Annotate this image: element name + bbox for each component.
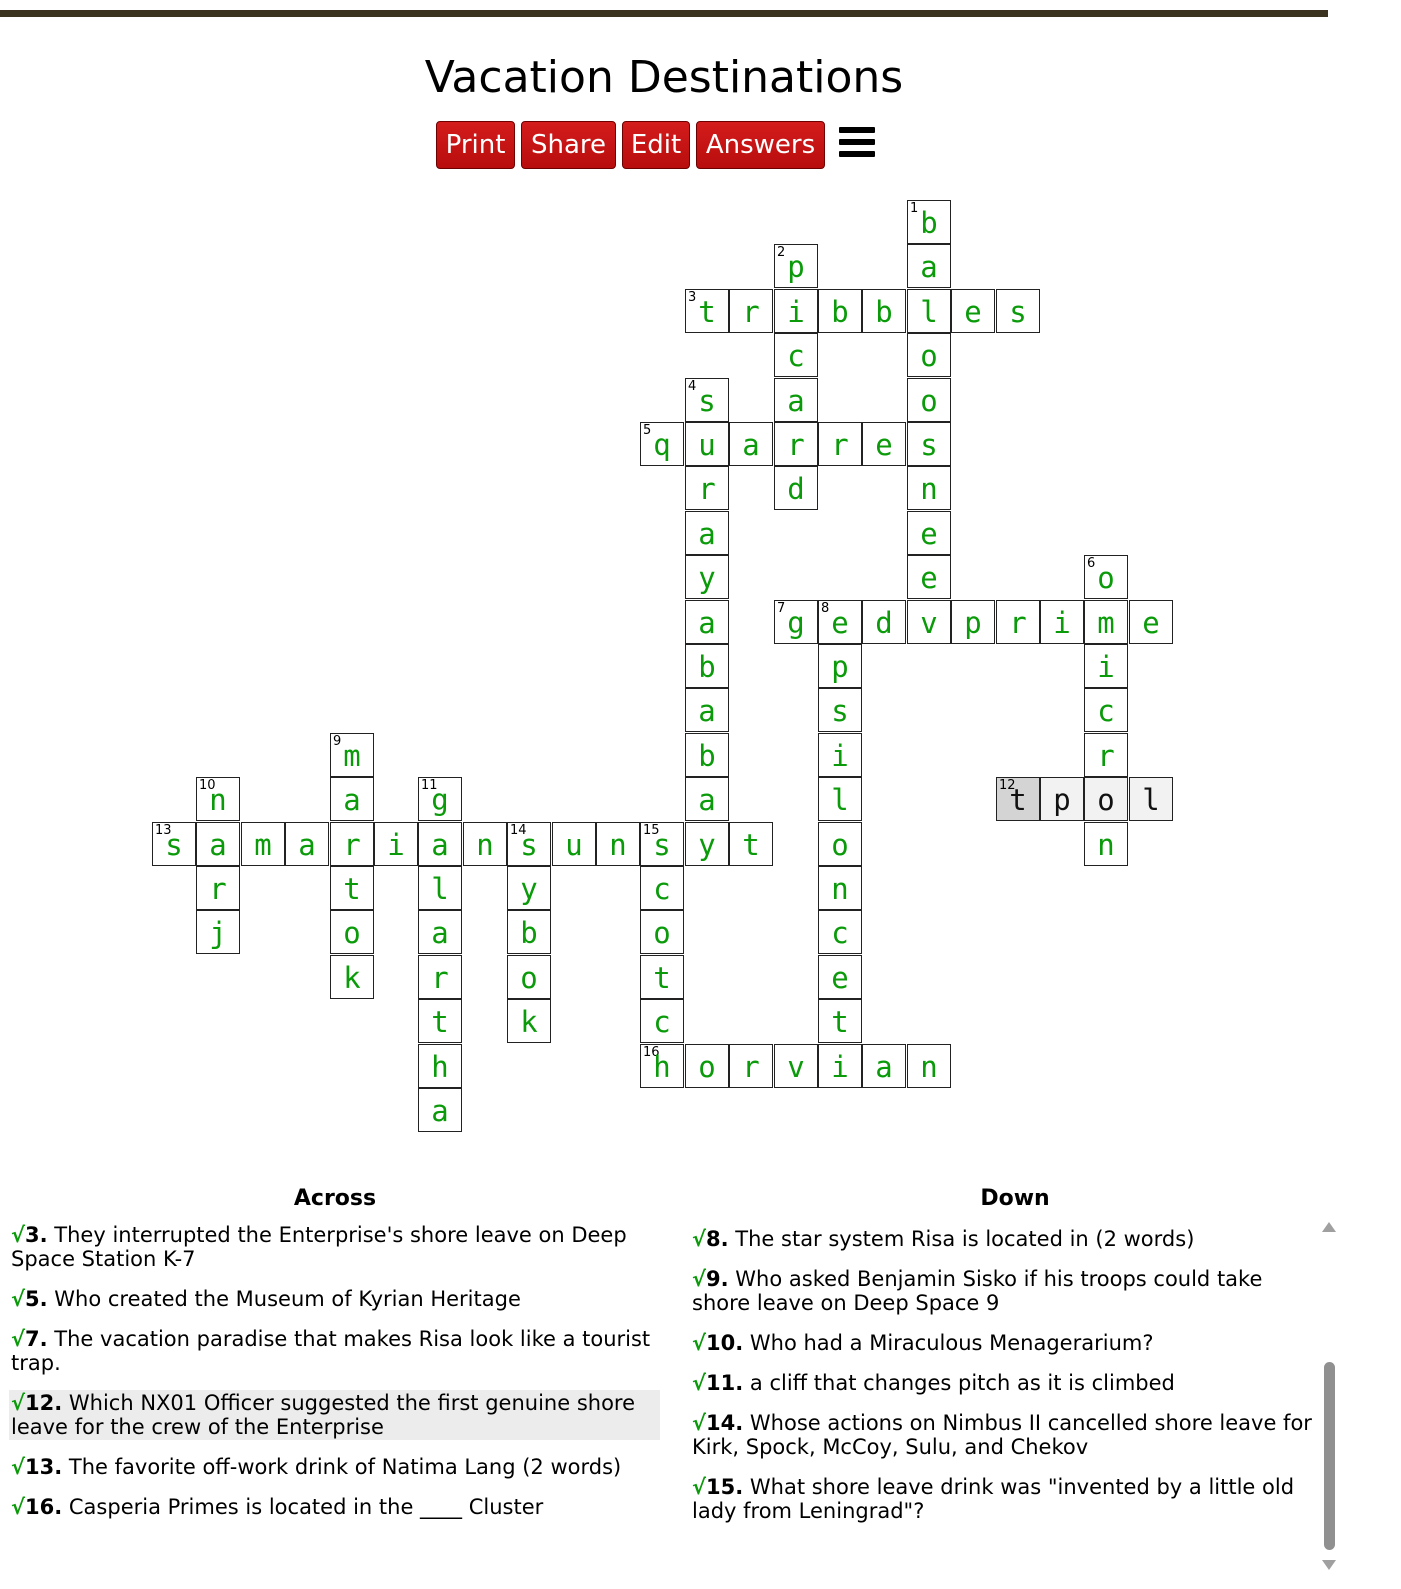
grid-cell[interactable]	[1084, 822, 1128, 866]
cell-letter: t	[1009, 783, 1027, 817]
grid-cell[interactable]	[1084, 600, 1128, 644]
clue-number: 15.	[706, 1475, 744, 1499]
clue-text: The favorite off-work drink of Natima Lang (2 words)	[62, 1455, 622, 1479]
grid-cell[interactable]	[774, 1044, 818, 1088]
clue-item[interactable]	[9, 1454, 660, 1480]
grid-cell[interactable]	[241, 822, 285, 866]
grid-cell[interactable]	[862, 600, 906, 644]
grid-cell[interactable]	[818, 866, 862, 910]
grid-cell[interactable]	[507, 866, 551, 910]
cell-letter: i	[1097, 650, 1115, 684]
cell-letter: o	[343, 916, 361, 950]
grid-cell[interactable]	[1040, 600, 1084, 644]
cell-letter: n	[831, 872, 849, 906]
clue-number: 11.	[706, 1371, 744, 1395]
grid-cell[interactable]	[996, 777, 1040, 821]
grid-cell[interactable]	[729, 822, 773, 866]
clue-number: 7.	[25, 1327, 48, 1351]
cell-letter: a	[298, 828, 316, 862]
grid-cell[interactable]	[818, 1044, 862, 1088]
check-icon: √	[11, 1327, 26, 1351]
grid-cell[interactable]	[1084, 777, 1128, 821]
clue-number: 10.	[706, 1331, 744, 1355]
grid-cell[interactable]	[640, 999, 684, 1043]
cell-letter: r	[209, 872, 227, 906]
across-heading: Across	[293, 1186, 377, 1211]
clue-item[interactable]	[690, 1226, 1315, 1252]
cell-letter: h	[653, 1050, 671, 1084]
cell-number: 6	[1087, 556, 1096, 571]
grid-cell[interactable]	[418, 910, 462, 954]
cell-letter: n	[920, 472, 938, 506]
grid-cell[interactable]	[330, 866, 374, 910]
clue-item[interactable]	[9, 1286, 660, 1312]
cell-letter: n	[1097, 828, 1115, 862]
clue-item[interactable]	[9, 1326, 660, 1376]
page-title: Vacation Destinations	[424, 52, 904, 103]
cell-letter: d	[875, 606, 893, 640]
cell-number: 15	[643, 823, 660, 838]
grid-cell[interactable]	[640, 955, 684, 999]
grid-cell[interactable]	[951, 600, 995, 644]
cell-letter: s	[920, 428, 938, 462]
grid-cell[interactable]	[907, 555, 951, 599]
grid-cell[interactable]	[818, 822, 862, 866]
grid-cell[interactable]	[818, 999, 862, 1043]
grid-cell[interactable]	[907, 244, 951, 288]
cell-letter: o	[653, 916, 671, 950]
cell-letter: a	[431, 1094, 449, 1128]
grid-cell[interactable]	[818, 644, 862, 688]
cell-letter: l	[431, 872, 449, 906]
grid-cell[interactable]	[685, 1044, 729, 1088]
grid-cell[interactable]	[907, 333, 951, 377]
grid-cell[interactable]	[418, 955, 462, 999]
grid-cell[interactable]	[729, 289, 773, 333]
cell-letter: i	[387, 828, 405, 862]
grid-cell[interactable]	[907, 511, 951, 555]
grid-cell[interactable]	[1040, 777, 1084, 821]
cell-letter: a	[698, 517, 716, 551]
grid-cell[interactable]	[907, 422, 951, 466]
grid-cell[interactable]	[996, 289, 1040, 333]
scroll-up-arrow-icon[interactable]	[1322, 1222, 1336, 1232]
cell-letter: a	[698, 694, 716, 728]
cell-letter: p	[1053, 783, 1071, 817]
share-button[interactable]: Share	[521, 121, 616, 169]
cell-letter: s	[653, 828, 671, 862]
grid-cell[interactable]	[507, 910, 551, 954]
grid-cell[interactable]	[818, 733, 862, 777]
cell-letter: b	[698, 739, 716, 773]
print-button[interactable]: Print	[436, 121, 515, 169]
cell-letter: h	[431, 1050, 449, 1084]
cell-letter: c	[1097, 694, 1115, 728]
edit-button[interactable]: Edit	[622, 121, 690, 169]
cell-letter: n	[476, 828, 494, 862]
check-icon: √	[11, 1495, 26, 1519]
cell-letter: a	[209, 828, 227, 862]
check-icon: √	[11, 1287, 26, 1311]
cell-letter: k	[520, 1005, 538, 1039]
clue-number: 3.	[25, 1223, 48, 1247]
grid-cell[interactable]	[685, 822, 729, 866]
cell-letter: e	[920, 517, 938, 551]
cell-letter: o	[698, 1050, 716, 1084]
grid-cell[interactable]	[818, 600, 862, 644]
cell-letter: r	[742, 295, 760, 329]
cell-letter: l	[1142, 783, 1160, 817]
grid-cell[interactable]	[685, 777, 729, 821]
cell-letter: p	[831, 650, 849, 684]
grid-cell[interactable]	[774, 333, 818, 377]
scrollbar-thumb[interactable]	[1324, 1362, 1335, 1550]
grid-cell[interactable]	[685, 644, 729, 688]
grid-cell[interactable]	[640, 1044, 684, 1088]
cell-letter: s	[1009, 295, 1027, 329]
cell-letter: c	[831, 916, 849, 950]
clue-number: 14.	[706, 1411, 744, 1435]
cell-letter: t	[742, 828, 760, 862]
clue-text: Who asked Benjamin Sisko if his troops could take shore leave on Deep Space 9	[692, 1267, 1263, 1315]
cell-letter: b	[831, 295, 849, 329]
cell-number: 1	[910, 201, 919, 216]
grid-cell[interactable]	[862, 1044, 906, 1088]
cell-letter: u	[698, 428, 716, 462]
grid-cell[interactable]	[463, 822, 507, 866]
cell-letter: e	[920, 561, 938, 595]
cell-letter: y	[698, 561, 716, 595]
clue-number: 5.	[25, 1287, 48, 1311]
grid-cell[interactable]	[907, 600, 951, 644]
check-icon: √	[692, 1331, 707, 1355]
grid-cell[interactable]	[951, 289, 995, 333]
clue-text: Casperia Primes is located in the ____ Cluster	[62, 1495, 544, 1519]
clue-text: a cliff that changes pitch as it is climbed	[743, 1371, 1175, 1395]
cell-letter: m	[343, 739, 361, 773]
answers-button[interactable]: Answers	[696, 121, 825, 169]
cell-letter: a	[698, 606, 716, 640]
cell-letter: r	[1009, 606, 1027, 640]
cell-number: 5	[643, 423, 652, 438]
check-icon: √	[692, 1227, 707, 1251]
cell-letter: r	[742, 1050, 760, 1084]
grid-cell[interactable]	[774, 466, 818, 510]
grid-cell[interactable]	[330, 777, 374, 821]
grid-cell[interactable]	[685, 688, 729, 732]
clue-text: They interrupted the Enterprise's shore leave on Deep Space Station K-7	[11, 1223, 627, 1271]
cell-letter: a	[698, 783, 716, 817]
grid-cell[interactable]	[330, 822, 374, 866]
cell-letter: o	[1097, 783, 1115, 817]
cell-number: 2	[777, 245, 786, 260]
clue-text: What shore leave drink was "invented by a little old lady from Leningrad"?	[692, 1475, 1295, 1523]
cell-letter: a	[787, 384, 805, 418]
cell-letter: o	[520, 961, 538, 995]
grid-cell[interactable]	[774, 422, 818, 466]
clue-item[interactable]	[690, 1410, 1315, 1460]
clue-number: 8.	[706, 1227, 729, 1251]
grid-cell[interactable]	[818, 422, 862, 466]
cell-letter: b	[875, 295, 893, 329]
cell-letter: t	[831, 1005, 849, 1039]
grid-cell[interactable]	[729, 422, 773, 466]
clue-item[interactable]	[690, 1474, 1315, 1524]
clue-number: 9.	[706, 1267, 729, 1291]
grid-cell[interactable]	[1084, 644, 1128, 688]
check-icon: √	[692, 1411, 707, 1435]
down-clue-list	[690, 1226, 1315, 1538]
grid-cell[interactable]	[685, 555, 729, 599]
check-icon: √	[11, 1223, 26, 1247]
cell-number: 8	[821, 601, 830, 616]
grid-cell[interactable]	[907, 289, 951, 333]
grid-cell[interactable]	[1084, 688, 1128, 732]
grid-cell[interactable]	[818, 289, 862, 333]
cell-letter: u	[565, 828, 583, 862]
grid-cell[interactable]	[774, 244, 818, 288]
cell-letter: s	[698, 384, 716, 418]
grid-cell[interactable]	[374, 822, 418, 866]
cell-letter: c	[787, 339, 805, 373]
grid-cell[interactable]	[418, 1088, 462, 1132]
grid-cell[interactable]	[285, 822, 329, 866]
cell-letter: r	[1097, 739, 1115, 773]
cell-letter: m	[1097, 606, 1115, 640]
grid-cell[interactable]	[196, 822, 240, 866]
clue-item[interactable]	[9, 1494, 660, 1520]
clue-item[interactable]	[690, 1330, 1315, 1356]
cell-number: 14	[510, 823, 527, 838]
grid-cell[interactable]	[418, 1044, 462, 1088]
grid-cell[interactable]	[774, 378, 818, 422]
cell-letter: b	[920, 206, 938, 240]
cell-letter: i	[831, 1050, 849, 1084]
check-icon: √	[692, 1371, 707, 1395]
grid-cell[interactable]	[330, 955, 374, 999]
clue-number: 16.	[25, 1495, 63, 1519]
cell-letter: r	[343, 828, 361, 862]
grid-cell[interactable]	[774, 600, 818, 644]
scroll-down-arrow-icon[interactable]	[1322, 1560, 1336, 1570]
cell-letter: o	[920, 339, 938, 373]
cell-number: 11	[421, 778, 438, 793]
cell-letter: a	[343, 783, 361, 817]
grid-cell[interactable]	[640, 866, 684, 910]
grid-cell[interactable]	[685, 422, 729, 466]
cell-letter: s	[520, 828, 538, 862]
cell-letter: e	[964, 295, 982, 329]
grid-cell[interactable]	[552, 822, 596, 866]
cell-letter: i	[1053, 606, 1071, 640]
cell-letter: s	[165, 828, 183, 862]
grid-cell[interactable]	[907, 1044, 951, 1088]
cell-number: 4	[688, 379, 697, 394]
grid-cell[interactable]	[640, 822, 684, 866]
cell-letter: a	[742, 428, 760, 462]
cell-letter: a	[431, 828, 449, 862]
cell-letter: y	[520, 872, 538, 906]
cell-letter: k	[343, 961, 361, 995]
grid-cell[interactable]	[862, 289, 906, 333]
cell-letter: n	[209, 783, 227, 817]
grid-cell[interactable]	[818, 688, 862, 732]
cell-letter: c	[653, 872, 671, 906]
grid-cell[interactable]	[196, 910, 240, 954]
cell-letter: a	[431, 916, 449, 950]
grid-cell[interactable]	[330, 910, 374, 954]
grid-cell[interactable]	[1129, 600, 1173, 644]
grid-cell[interactable]	[1084, 733, 1128, 777]
cell-letter: o	[920, 384, 938, 418]
grid-cell[interactable]	[596, 822, 640, 866]
cell-letter: q	[653, 428, 671, 462]
cell-letter: r	[831, 428, 849, 462]
across-clue-list	[9, 1222, 660, 1534]
clue-text: Whose actions on Nimbus II cancelled shore leave for Kirk, Spock, McCoy, Sulu, and Chekov	[692, 1411, 1312, 1459]
cell-letter: o	[1097, 561, 1115, 595]
cell-letter: m	[254, 828, 272, 862]
check-icon: √	[11, 1455, 26, 1479]
grid-cell[interactable]	[818, 910, 862, 954]
down-heading: Down	[980, 1186, 1050, 1211]
grid-cell[interactable]	[685, 600, 729, 644]
grid-cell[interactable]	[196, 777, 240, 821]
cell-letter: l	[920, 295, 938, 329]
grid-cell[interactable]	[507, 999, 551, 1043]
cell-letter: t	[343, 872, 361, 906]
cell-letter: g	[431, 783, 449, 817]
grid-cell[interactable]	[1084, 555, 1128, 599]
grid-cell[interactable]	[818, 955, 862, 999]
cell-number: 3	[688, 290, 697, 305]
grid-cell[interactable]	[774, 289, 818, 333]
cell-letter: p	[787, 250, 805, 284]
cell-letter: r	[431, 961, 449, 995]
cell-letter: l	[831, 783, 849, 817]
grid-cell[interactable]	[330, 733, 374, 777]
grid-cell[interactable]	[685, 733, 729, 777]
cell-letter: e	[831, 606, 849, 640]
check-icon: √	[692, 1267, 707, 1291]
cell-letter: t	[431, 1005, 449, 1039]
clue-number: 13.	[25, 1455, 63, 1479]
grid-cell[interactable]	[685, 511, 729, 555]
grid-cell[interactable]	[862, 422, 906, 466]
clue-item[interactable]	[9, 1390, 660, 1440]
cell-number: 9	[333, 734, 342, 749]
grid-cell[interactable]	[907, 200, 951, 244]
grid-cell[interactable]	[685, 289, 729, 333]
cell-letter: n	[920, 1050, 938, 1084]
cell-number: 16	[643, 1045, 660, 1060]
cell-letter: v	[787, 1050, 805, 1084]
clue-text: Who created the Museum of Kyrian Heritage	[47, 1287, 521, 1311]
cell-letter: a	[875, 1050, 893, 1084]
cell-letter: n	[609, 828, 627, 862]
grid-cell[interactable]	[196, 866, 240, 910]
grid-cell[interactable]	[418, 777, 462, 821]
grid-cell[interactable]	[152, 822, 196, 866]
cell-letter: d	[787, 472, 805, 506]
cell-letter: i	[787, 295, 805, 329]
grid-cell[interactable]	[818, 777, 862, 821]
cell-letter: a	[920, 250, 938, 284]
cell-letter: r	[787, 428, 805, 462]
cell-number: 13	[155, 823, 172, 838]
cell-letter: v	[920, 606, 938, 640]
cell-letter: e	[1142, 606, 1160, 640]
grid-cell[interactable]	[640, 422, 684, 466]
grid-cell[interactable]	[907, 466, 951, 510]
cell-letter: y	[698, 828, 716, 862]
grid-cell[interactable]	[685, 466, 729, 510]
grid-cell[interactable]	[685, 378, 729, 422]
cell-letter: j	[209, 916, 227, 950]
cell-letter: b	[520, 916, 538, 950]
cell-letter: e	[831, 961, 849, 995]
cell-letter: e	[875, 428, 893, 462]
grid-cell[interactable]	[507, 955, 551, 999]
cell-letter: t	[698, 295, 716, 329]
check-icon: √	[11, 1391, 26, 1415]
grid-cell[interactable]	[507, 822, 551, 866]
clue-item[interactable]	[9, 1222, 660, 1272]
clue-text: The star system Risa is located in (2 words)	[728, 1227, 1195, 1251]
cell-number: 7	[777, 601, 786, 616]
cell-letter: t	[653, 961, 671, 995]
grid-cell[interactable]	[729, 1044, 773, 1088]
grid-cell[interactable]	[418, 999, 462, 1043]
check-icon: √	[692, 1475, 707, 1499]
cell-letter: o	[831, 828, 849, 862]
cell-letter: i	[831, 739, 849, 773]
grid-cell[interactable]	[418, 822, 462, 866]
clue-item[interactable]	[690, 1370, 1315, 1396]
grid-cell[interactable]	[418, 866, 462, 910]
cell-number: 10	[199, 778, 216, 793]
cell-letter: b	[698, 650, 716, 684]
clue-number: 12.	[25, 1391, 63, 1415]
cell-letter: r	[698, 472, 716, 506]
clue-text: Which NX01 Officer suggested the first genuine shore leave for the crew of the Enterprise	[11, 1391, 636, 1439]
clue-text: Who had a Miraculous Menagerarium?	[743, 1331, 1154, 1355]
cell-letter: g	[787, 606, 805, 640]
grid-cell[interactable]	[907, 378, 951, 422]
grid-cell[interactable]	[1129, 777, 1173, 821]
clue-item[interactable]	[690, 1266, 1315, 1316]
grid-cell[interactable]	[996, 600, 1040, 644]
cell-letter: c	[653, 1005, 671, 1039]
cell-letter: s	[831, 694, 849, 728]
cell-letter: p	[964, 606, 982, 640]
grid-cell[interactable]	[640, 910, 684, 954]
clue-text: The vacation paradise that makes Risa look like a tourist trap.	[11, 1327, 651, 1375]
cell-number: 12	[999, 778, 1016, 793]
